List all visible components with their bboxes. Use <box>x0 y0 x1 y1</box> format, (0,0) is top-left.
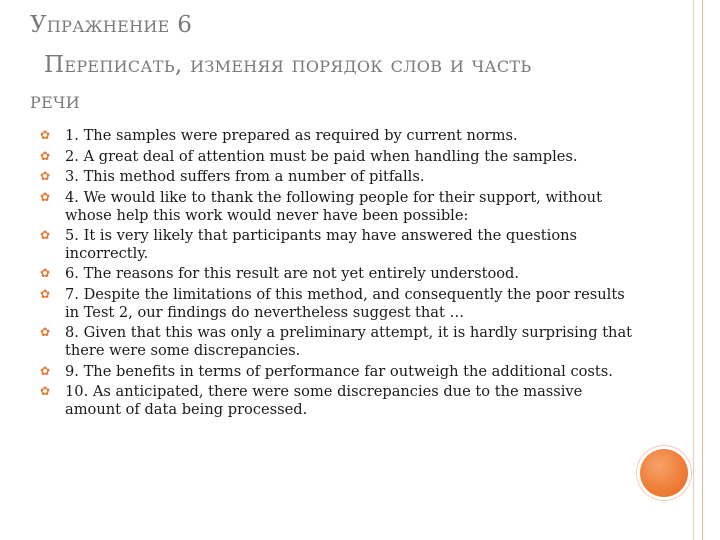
list-item-text: 1. The samples were prepared as required by current norms. <box>65 127 518 144</box>
title-line-3: речи <box>30 88 80 114</box>
list-item-text: 9. The benefits in terms of performance far outweigh the additional costs. <box>65 362 613 380</box>
list-item <box>40 383 640 418</box>
list-item-text: 8. Given that this was only a preliminary attempt, it is hardly surprising that there were some discrepancies. <box>65 324 633 359</box>
list-item <box>40 148 640 166</box>
flower-bullet-icon: ✿ <box>40 384 51 399</box>
flower-bullet-icon: ✿ <box>40 169 51 184</box>
list-item <box>40 363 640 381</box>
flower-bullet-icon: ✿ <box>40 363 51 378</box>
list-item <box>40 168 640 186</box>
list-item <box>40 265 640 283</box>
decorative-line-inner <box>693 0 694 540</box>
list-item <box>40 227 640 262</box>
list-item <box>40 324 640 359</box>
list-item <box>40 189 640 224</box>
flower-bullet-icon: ✿ <box>40 148 51 163</box>
list-item-text: 5. It is very likely that participants may have answered the questions incorrectly. <box>65 227 577 262</box>
decorative-line-outer <box>702 0 703 540</box>
flower-bullet-icon: ✿ <box>40 266 51 281</box>
list-item-text: 4. We would like to thank the following people for their support, without whose help this work would never have been possible: <box>65 189 602 224</box>
list-item-text: 2. A great deal of attention must be paid when handling the samples. <box>65 147 578 165</box>
list-item-text: 10. As anticipated, there were some discrepancies due to the massive amount of data being processed. <box>65 383 583 418</box>
slide-title <box>30 10 650 116</box>
title-line-2: Переписать, изменяя порядок слов и часть <box>44 52 532 78</box>
list-item-text: 7. Despite the limitations of this method, and consequently the poor results in Test 2, our findings do nevertheless suggest that … <box>65 286 625 321</box>
flower-bullet-icon: ✿ <box>40 325 51 340</box>
flower-bullet-icon: ✿ <box>40 228 51 243</box>
list-item <box>40 127 640 145</box>
flower-bullet-icon: ✿ <box>40 128 51 142</box>
list-item-text: 6. The reasons for this result are not yet entirely understood. <box>65 265 520 283</box>
flower-bullet-icon: ✿ <box>40 190 51 205</box>
exercise-list <box>40 127 640 421</box>
list-item <box>40 286 640 321</box>
flower-bullet-icon: ✿ <box>40 287 51 302</box>
title-line-1: Упражнение 6 <box>30 12 193 38</box>
orange-circle-decoration <box>640 449 688 497</box>
list-item-text: 3. This method suffers from a number of pitfalls. <box>65 168 425 186</box>
